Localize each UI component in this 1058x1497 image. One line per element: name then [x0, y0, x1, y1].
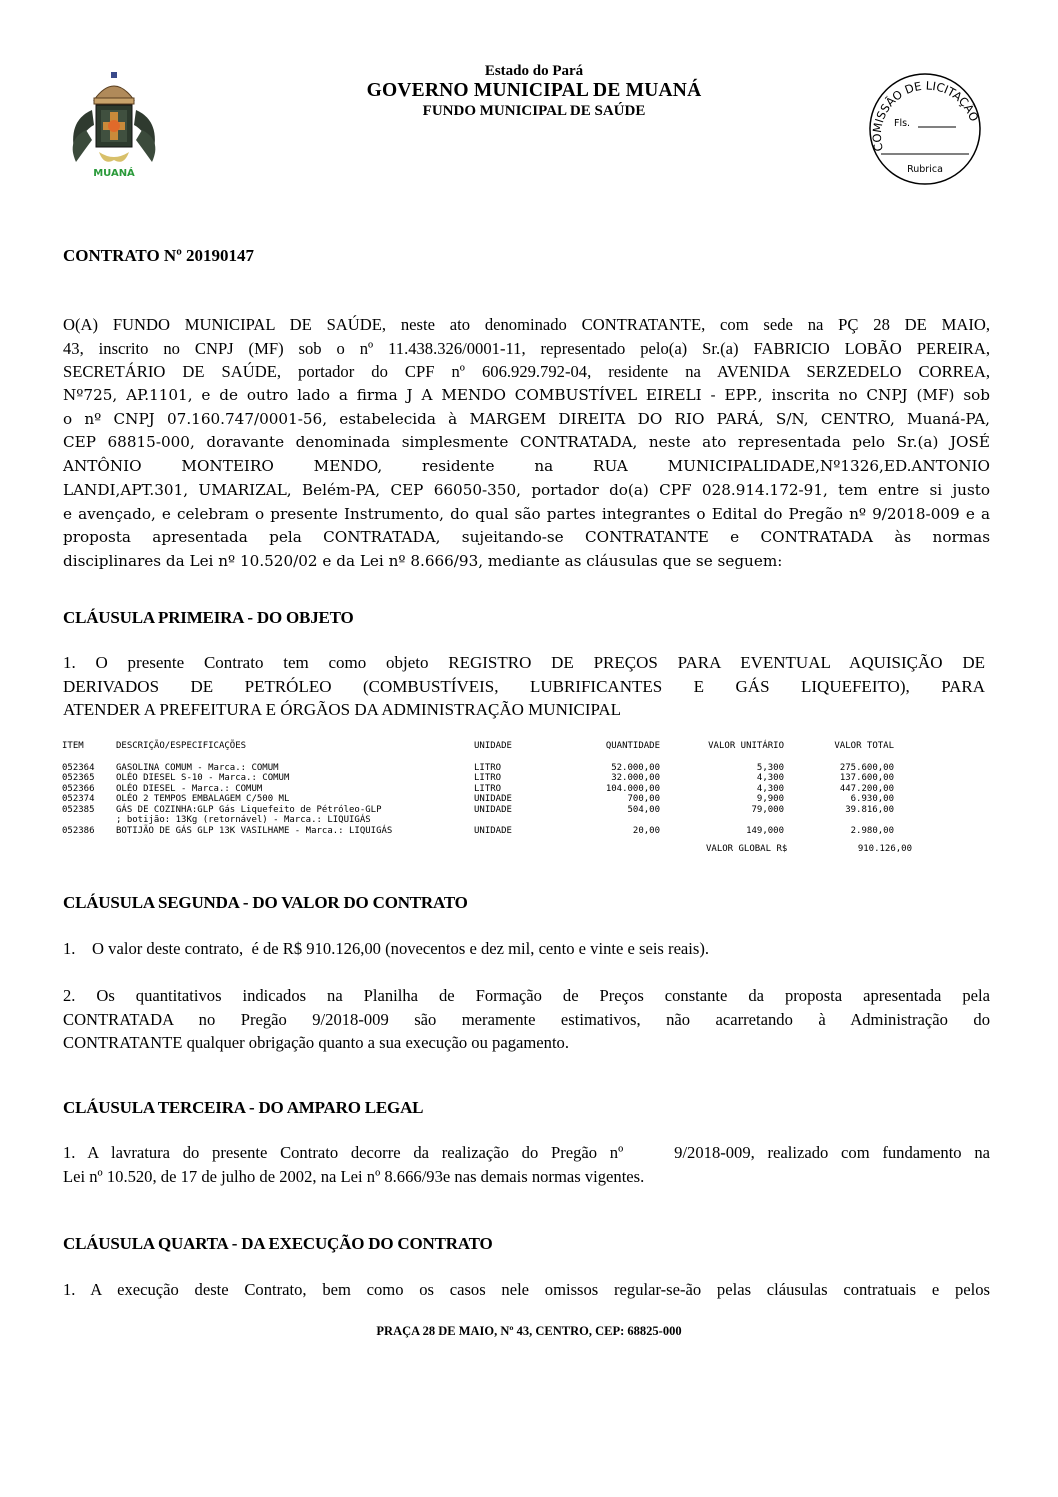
table-row	[62, 763, 922, 774]
cell-total-value: 39.816,00	[845, 804, 894, 815]
intro-line: ANTÔNIO MONTEIRO MENDO, residente na RUA MUNICIPALIDADE,Nº1326,ED.ANTONIO	[63, 457, 990, 476]
clause-1-heading: CLÁUSULA PRIMEIRA - DO OBJETO	[63, 608, 354, 627]
table-row	[62, 794, 922, 805]
intro-line: disciplinares da Lei nº 10.520/02 e da Lei nº 8.666/93, mediante as cláusulas que se seguem:	[63, 551, 783, 570]
cell-unit-value: 5,300	[756, 762, 784, 773]
cell-quantity: 20,00	[632, 825, 660, 836]
clause-1-line: 1. O presente Contrato tem como objeto REGISTRO DE PREÇOS PARA EVENTUAL AQUISIÇÃO DE	[63, 653, 985, 672]
intro-line: O(A) FUNDO MUNICIPAL DE SAÚDE, neste ato denominado CONTRATANTE, com sede na PÇ 28 DE MAIO,	[63, 315, 990, 334]
stamp-ring-text: COMISSÃO DE LICITAÇÃO	[869, 78, 982, 153]
cell-quantity: 32.000,00	[611, 773, 660, 783]
state-name: Estado do Pará	[484, 63, 584, 79]
cell-description: OLÉO DIESEL S-10 - Marca.: COMUM	[116, 773, 290, 783]
cell-total-value: 2.980,00	[850, 825, 894, 836]
clause-3-body	[63, 1141, 990, 1188]
intro-line: Nº725, AP.1101, e de outro lado a firma J A MENDO COMBUSTÍVEL EIRELI - EPP., inscrita no CNPJ (MF) sob	[63, 386, 990, 405]
cell-item: 052366	[62, 783, 95, 794]
cell-unit-value: 79,000	[751, 804, 784, 815]
intro-paragraph	[63, 313, 990, 574]
fund-name: FUNDO MUNICIPAL DE SAÚDE	[422, 103, 646, 119]
cell-description: OLÉO 2 TEMPOS EMBALAGEM C/500 ML	[116, 794, 290, 804]
cell-unit-value: 4,300	[756, 783, 784, 794]
cell-unit-value: 9,900	[756, 794, 784, 804]
cell-unit-value: 149,000	[746, 825, 784, 836]
cell-unit: LITRO	[474, 762, 502, 773]
header-quantity: QUANTIDADE	[605, 741, 660, 751]
items-table-header	[62, 741, 922, 752]
clause-1-line: DERIVADOS DE PETRÓLEO (COMBUSTÍVEIS, LUBRIFICANTES E GÁS LIQUEFEITO), PARA	[63, 676, 985, 696]
header-item: ITEM	[62, 741, 84, 751]
contract-title: CONTRATO Nº 20190147	[63, 246, 255, 265]
cell-total-value: 137.600,00	[839, 773, 894, 783]
table-row	[62, 826, 922, 837]
stamp-rubrica-label: Rubrica	[907, 164, 943, 175]
header-unit: UNIDADE	[474, 741, 512, 751]
cell-unit: LITRO	[474, 783, 502, 794]
table-row	[62, 773, 922, 784]
intro-line: LANDI,APT.301, UMARIZAL, Belém-PA, CEP 66050-350, portador do(a) CPF 028.914.172-91, tem entre si justo	[63, 480, 990, 499]
clause-3-line: Lei nº 10.520, de 17 de julho de 2002, na Lei nº 8.666/93e nas demais normas vigentes.	[63, 1166, 645, 1186]
cell-description-continued: ; botijão: 13Kg (retornável) - Marca.: LIQUIGÁS	[116, 815, 371, 825]
cell-description: OLÉO DIESEL - Marca.: COMUM	[116, 783, 263, 794]
intro-line: CEP 68815-000, doravante denominada simplesmente CONTRATADA, neste ato representada pelo Sr.(a) JOSÉ	[63, 433, 990, 452]
global-value-row	[62, 844, 922, 856]
clause-2-line: CONTRATANTE qualquer obrigação quanto a sua execução ou pagamento.	[63, 1033, 569, 1053]
cell-quantity: 52.000,00	[611, 762, 660, 773]
logo-label: MUANÁ	[93, 168, 135, 179]
clause-2-item-1: 1. O valor deste contrato, é de R$ 910.126,00 (novecentos e dez mil, cento e vinte e seis reais).	[63, 939, 710, 958]
cell-description: BOTIJÃO DE GÁS GLP 13K VASILHAME - Marca.: LIQUIGÁS	[116, 825, 393, 836]
cell-unit: UNIDADE	[474, 794, 512, 804]
table-row	[62, 784, 922, 795]
cell-item: 052364	[62, 762, 95, 773]
clause-2-line: CONTRATADA no Pregão 9/2018-009 são meramente estimativos, não acarretando à Administração do	[63, 1009, 990, 1029]
cell-item: 052386	[62, 825, 95, 836]
bidding-commission-stamp	[866, 70, 984, 188]
header-unit-value: VALOR UNITÁRIO	[708, 741, 784, 751]
clause-4-line: 1. A execução deste Contrato, bem como os casos nele omissos regular-se-ão pelas cláusulas contratuais e pelos	[63, 1280, 990, 1299]
cell-total-value: 447.200,00	[839, 783, 894, 794]
cell-quantity: 504,00	[627, 804, 660, 815]
items-table	[62, 741, 922, 856]
cell-unit: UNIDADE	[474, 804, 512, 815]
clause-4-body	[63, 1278, 990, 1302]
cell-item: 052374	[62, 794, 95, 804]
clause-1-body	[63, 651, 985, 722]
cell-item: 052385	[62, 804, 95, 815]
cell-total-value: 6.930,00	[850, 794, 894, 804]
cell-quantity: 700,00	[627, 794, 660, 804]
intro-line: e avençado, e celebram o presente Instrumento, do qual são partes integrantes o Edital do Pregão nº 9/2018-009 e a	[63, 504, 990, 523]
clause-2-line: 2. Os quantitativos indicados na Planilha de Formação de Preços constante da proposta apresentada pela	[63, 986, 990, 1005]
cell-item: 052365	[62, 773, 95, 783]
table-row	[62, 805, 922, 816]
cell-unit-value: 4,300	[756, 773, 784, 783]
clause-3-heading: CLÁUSULA TERCEIRA - DO AMPARO LEGAL	[63, 1098, 424, 1117]
intro-line: 43, inscrito no CNPJ (MF) sob o nº 11.438.326/0001-11, representado pelo(a) Sr.(a) FABRICIO LOBÃO PEREIRA,	[63, 338, 990, 358]
global-value-label: VALOR GLOBAL R$	[706, 844, 788, 854]
intro-line: proposta apresentada pela CONTRATADA, sujeitando-se CONTRATANTE e CONTRATADA às normas	[63, 528, 990, 547]
cell-description: GÁS DE COZINHA:GLP Gás Liquefeito de Pétróleo-GLP	[116, 804, 382, 815]
clause-2-item-2	[63, 984, 990, 1055]
header-total-value: VALOR TOTAL	[834, 741, 894, 751]
government-name: GOVERNO MUNICIPAL DE MUANÁ	[366, 80, 702, 101]
clause-4-heading: CLÁUSULA QUARTA - DA EXECUÇÃO DO CONTRATO	[63, 1234, 493, 1253]
header-description: DESCRIÇÃO/ESPECIFICAÇÕES	[116, 741, 247, 751]
cell-unit: UNIDADE	[474, 825, 512, 836]
clause-2-heading: CLÁUSULA SEGUNDA - DO VALOR DO CONTRATO	[63, 893, 468, 912]
cell-total-value: 275.600,00	[839, 762, 894, 773]
page-footer-address: PRAÇA 28 DE MAIO, Nº 43, CENTRO, CEP: 68825-000	[376, 1324, 682, 1338]
stamp-fls-label: Fls.	[894, 118, 911, 129]
global-value-amount: 910.126,00	[857, 844, 912, 854]
clause-1-line: ATENDER A PREFEITURA E ÓRGÃOS DA ADMINISTRAÇÃO MUNICIPAL	[63, 700, 622, 720]
clause-3-line: 1. A lavratura do presente Contrato decorre da realização do Pregão nº 9/2018-009, realizado com fundamento na	[63, 1143, 990, 1162]
cell-unit: LITRO	[474, 773, 502, 783]
cell-quantity: 104.000,00	[605, 783, 660, 794]
intro-line: o nº CNPJ 07.160.747/0001-56, estabelecida à MARGEM DIREITA DO RIO PARÁ, S/N, CENTRO, Muaná-PA,	[63, 409, 990, 428]
cell-description: GASOLINA COMUM - Marca.: COMUM	[116, 762, 279, 773]
table-row-continuation	[62, 815, 922, 826]
intro-line: SECRETÁRIO DE SAÚDE, portador do CPF nº 606.929.792-04, residente na AVENIDA SERZEDELO CORREA,	[63, 362, 990, 382]
